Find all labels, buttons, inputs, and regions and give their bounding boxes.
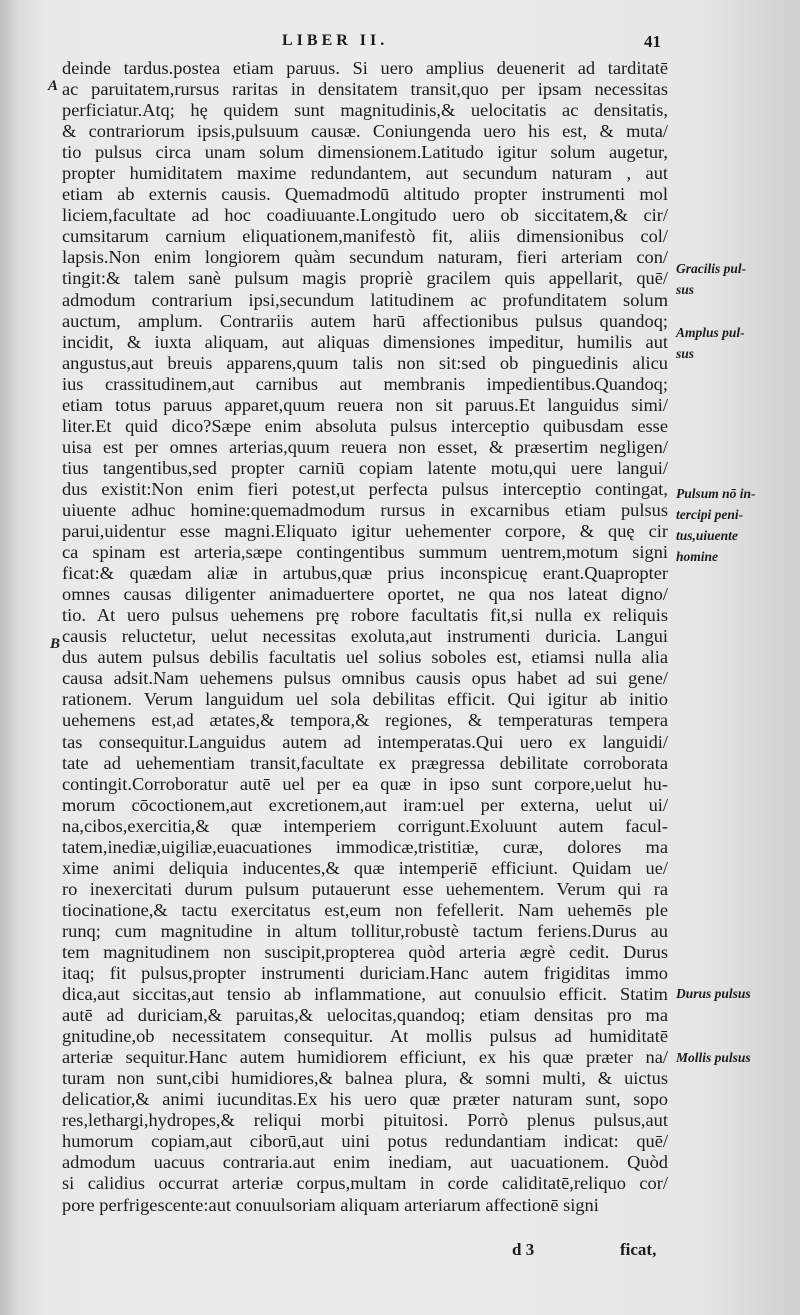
text-line: dus autem pulsus debilis facultatis uel solius soboles est, etiamsi nulla alia (62, 647, 668, 668)
margin-note-line: Mollis pulsus (676, 1050, 751, 1065)
text-line: angustus,aut breuis apparens,quum talis non sit:sed ob pinguedinis alicu (62, 352, 668, 373)
running-head: LIBER II. (282, 32, 389, 49)
text-line: tiocinatione,& tactu exercitatus est,eum non fefellerit. Nam uehemēs ple (62, 899, 668, 920)
text-line: itaq; fit pulsus,propter instrumenti duriciam.Hanc autem frigiditas immo (62, 963, 668, 984)
text-line: ac paruitatem,rursus raritas in densitatem transit,quo per ipsam necessitas (62, 79, 668, 100)
margin-note-gracilis (676, 258, 796, 300)
margin-note-line: tercipi peni- (676, 507, 744, 522)
margin-note-durus (676, 983, 796, 1004)
folio-number: 41 (644, 32, 661, 51)
text-line: tate ad uehementiam transit,facultate ex prægressa debilitate corroborata (62, 752, 668, 773)
text-line: tius tangentibus,sed propter carniū copiam latente motu,qui uere langui/ (62, 457, 668, 478)
text-line: deinde tardus.postea etiam paruus. Si uero amplius deuenerit ad tarditatē (62, 58, 668, 78)
text-line: morum cōcoctionem,aut excretionem,aut iram:uel per externa, uelut ui/ (62, 794, 668, 815)
section-letter-b: B (50, 636, 61, 652)
text-line: parui,uidentur esse magni.Eliquato igitur uehementer corpore, & quę cir (62, 521, 668, 542)
text-line: tingit:& talem sanè pulsum magis propriè gracilem quis appellarit, quē/ (62, 268, 668, 289)
text-line: uisa est per omnes arterias,quum reuera non esset, & præsertim negligen/ (62, 436, 668, 457)
margin-note-line: Durus pulsus (676, 986, 751, 1001)
text-line: turam non sunt,cibi humidiores,& balnea plura, & somni multi, & uictus (62, 1068, 668, 1089)
text-line: etiam totus paruus apparet,quum reuera non sit paruus.Et languidus simi/ (62, 394, 668, 415)
margin-note-interceptio (676, 483, 796, 567)
section-letter-a: A (48, 78, 59, 94)
page-header (0, 30, 800, 56)
text-line: propter humiditatem maxime redundantem, aut secundum naturam , aut (62, 163, 668, 184)
text-line: tio pulsus circa unam solum dimensionem.Latitudo igitur solum augetur, (62, 142, 668, 163)
text-line: runq; cum magnitudine in altum tollitur,robustè tactum feriens.Durus au (62, 920, 668, 941)
text-line: ius crassitudinem,aut carnibus aut membranis impedientibus.Quandoq; (62, 373, 668, 394)
margin-note-line: homine (676, 549, 719, 564)
text-line: lapsis.Non enim longiorem quàm secundum naturam, fieri arteriam con/ (62, 247, 668, 268)
text-line: tio. At uero pulsus uehemens prę robore facultatis fit,si nulla ex reliquis (62, 605, 668, 626)
text-line: dica,aut siccitas,aut tensio ab inflammatione, aut conuulsio efficit. Statim (62, 984, 668, 1005)
text-line: ca spinam est arteria,sæpe contingentibus summum uentrem,motum signi (62, 542, 668, 563)
text-line: xime animi deliquia inducentes,& quæ intemperiē efficiunt. Quidam ue/ (62, 857, 668, 878)
catchword: ficat, (620, 1240, 657, 1259)
text-line: rationem. Verum languidum uel sola debilitas efficit. Qui igitur ab initio (62, 689, 668, 710)
text-line: omnes causas diligenter animaduertere oportet, ne qua nos lateat digno/ (62, 584, 668, 605)
margin-note-line: Pulsum nō in- (676, 486, 756, 501)
text-line: liciem,facultate ad hoc coadiuuante.Longitudo uero ob siccitatem,& cir/ (62, 205, 668, 226)
text-line: causa adsit.Nam uehemens pulsus omnibus causis opus habet ad sui gene/ (62, 668, 668, 689)
text-line: tas consequitur.Languidus autem ad intemperatas.Qui uero ex languidi/ (62, 731, 668, 752)
text-line: incidit, & iuxta aliquam, aut aliquas dimensiones impeditur, humilis aut (62, 331, 668, 352)
text-line: admodum uacuus contraria.aut enim inediam, aut uacuationem. Quòd (62, 1152, 668, 1173)
margin-note-line: sus (676, 282, 695, 297)
text-line: causis reluctetur, uelut necessitas exoluta,aut instrumenti duricia. Langui (62, 626, 668, 647)
text-line: na,cibos,exercitia,& quæ intemperiem corrigunt.Exoluunt autem facul- (62, 815, 668, 836)
page-footer (0, 1240, 800, 1264)
text-line: res,lethargi,hydropes,& reliqui morbi pituitosi. Porrò plenus pulsus,aut (62, 1110, 668, 1131)
text-line: arteriæ sequitur.Hanc autem humidiorem efficiunt, ex his quæ præter na/ (62, 1047, 668, 1068)
text-line: uiuente adhuc homine:quemadmodum rursus in excarnibus etiam pulsus (62, 499, 668, 520)
text-line: tatem,inediæ,uigiliæ,euacuationes immodicæ,tristitiæ, curæ, dolores ma (62, 836, 668, 857)
text-line: auctum, amplum. Contrariis autem harū affectionibus pulsus quandoq; (62, 310, 668, 331)
text-line: admodum contrarium ipsi,secundum latitudinem ac profunditatem solum (62, 289, 668, 310)
text-line: etiam ab externis causis. Quemadmodū altitudo propter instrumenti mol (62, 184, 668, 205)
margin-note-mollis (676, 1047, 796, 1068)
text-line: ficat:& quædam aliæ in artubus,quæ prius inconspicuę erant.Quapropter (62, 563, 668, 584)
signature-mark: d 3 (512, 1240, 535, 1259)
text-line: si calidius occurrat arteriæ corpus,multam in corde caliditatē,reliquo cor/ (62, 1173, 668, 1194)
text-line: humorum copiam,aut ciborū,aut uini potus redundantiam indicat: quē/ (62, 1131, 668, 1152)
margin-note-amplus (676, 322, 796, 364)
text-line: pore perfrigescente:aut conuulsoriam aliquam arteriarum affectionē signi (62, 1194, 599, 1215)
text-line: dus existit:Non enim fieri potest,ut perfecta pulsus interceptio contingat, (62, 478, 668, 499)
text-line: uehemens est,ad ætates,& tempora,& regiones, & temperaturas tempera (62, 710, 668, 731)
text-line: delicatior,& animi iucunditas.Ex his uero quæ præter naturam sunt, sopo (62, 1089, 668, 1110)
margin-note-line: tus,uiuente (676, 528, 738, 543)
text-line: contingit.Corroboratur autē uel per ea quæ in ipso sunt corpore,uelut hu- (62, 773, 668, 794)
text-line: & contrariorum ipsis,pulsuum causæ. Coniungenda uero his est, & muta/ (62, 121, 668, 142)
margin-note-line: sus (676, 346, 695, 361)
text-line: liter.Et quid dico?Sæpe enim absoluta pulsus interceptio quibusdam esse (62, 415, 668, 436)
text-line: perficiatur.Atq; hę quidem sunt magnitudinis,& uelocitatis ac densitatis, (62, 100, 668, 121)
margin-note-line: Amplus pul- (676, 325, 745, 340)
body-text (62, 58, 668, 1216)
margin-note-line: Gracilis pul- (676, 261, 747, 276)
text-line: gnitudine,ob necessitatem consequitur. At mollis pulsus ad humiditatē (62, 1026, 668, 1047)
text-line: cumsitarum carnium eliquationem,manifestò fit, aliis dimensionibus col/ (62, 226, 668, 247)
text-line: ro inexercitati durum pulsum putauerunt esse uehementem. Verum qui ra (62, 878, 668, 899)
text-line: tem magnitudinem non suscipit,propterea quòd arteria ægrè cedit. Durus (62, 941, 668, 962)
text-line: autē ad duriciam,& paruitas,& uelocitas,quandoq; etiam densitas pro ma (62, 1005, 668, 1026)
